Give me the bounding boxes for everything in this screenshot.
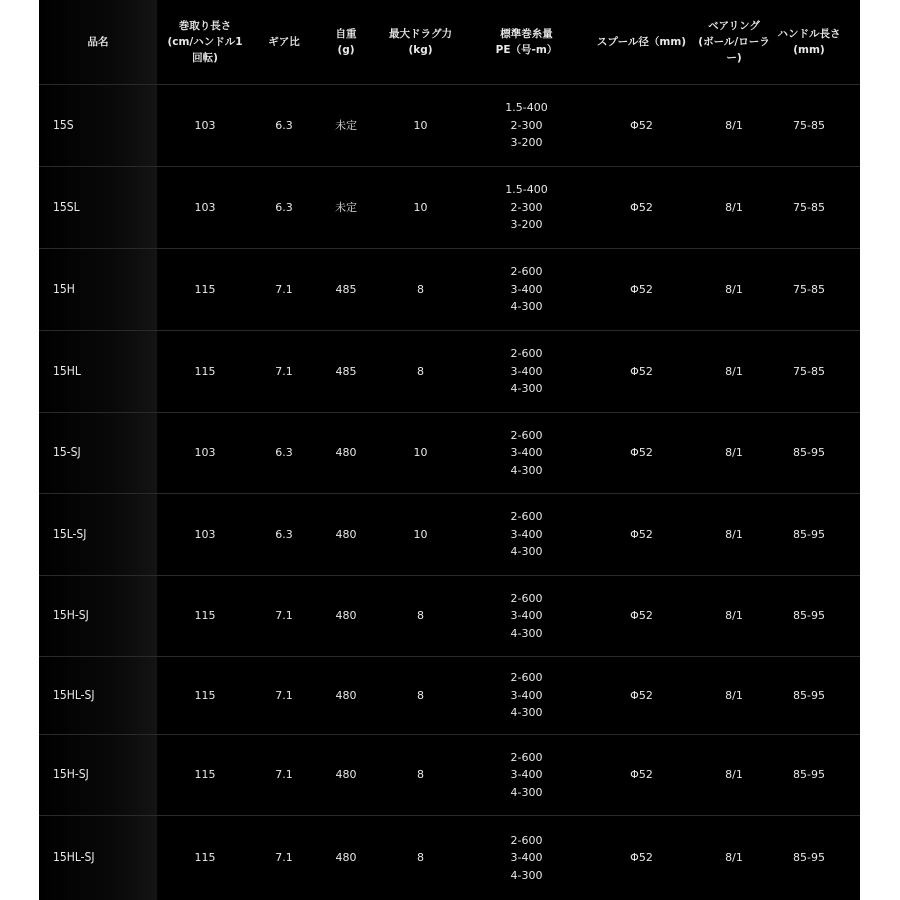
cell-line-capacity xyxy=(464,494,589,575)
header-line-capacity xyxy=(464,0,589,84)
table-row xyxy=(39,816,860,900)
cell-max-drag: 8 xyxy=(417,768,424,782)
cell-handle-length: 75-85 xyxy=(793,118,825,132)
line-capacity-entry: 3-200 xyxy=(510,136,543,150)
cell-handle-length: 75-85 xyxy=(793,364,825,378)
cell-spool-diameter: Φ52 xyxy=(630,527,653,541)
header-line: ハンドル長さ xyxy=(777,28,841,40)
header-spool-diameter xyxy=(589,0,694,84)
cell-bearings: 8/1 xyxy=(725,364,743,378)
cell-max-drag: 10 xyxy=(413,200,428,214)
cell-retrieve-length: 115 xyxy=(194,851,216,865)
line-capacity-entry: 4-300 xyxy=(510,382,543,396)
line-capacity-entry: 3-400 xyxy=(510,364,543,378)
cell-name: 15HL-SJ xyxy=(53,687,95,702)
cell-weight: 480 xyxy=(335,768,357,782)
cell-retrieve-length: 103 xyxy=(194,446,216,460)
table-row xyxy=(39,494,860,576)
cell-spool-diameter: Φ52 xyxy=(630,768,653,782)
cell-name: 15S xyxy=(53,117,74,132)
cell-handle-length: 85-95 xyxy=(793,527,825,541)
line-capacity-entry: 2-600 xyxy=(510,833,543,847)
table-row xyxy=(39,657,860,735)
cell-gear-ratio: 6.3 xyxy=(275,200,293,214)
table-row xyxy=(39,249,860,331)
line-capacity-entry: 1.5-400 xyxy=(505,183,548,197)
cell-max-drag: 8 xyxy=(417,282,424,296)
cell-bearings: 8/1 xyxy=(725,200,743,214)
cell-spool-diameter: Φ52 xyxy=(630,118,653,132)
cell-line-capacity xyxy=(464,249,589,330)
cell-name: 15SL xyxy=(53,199,80,214)
header-line: (mm) xyxy=(793,44,825,56)
cell-bearings: 8/1 xyxy=(725,118,743,132)
cell-handle-length: 85-95 xyxy=(793,446,825,460)
cell-handle-length: 85-95 xyxy=(793,688,825,702)
cell-retrieve-length: 103 xyxy=(194,527,216,541)
header-retrieve-length xyxy=(157,0,253,84)
line-capacity-entry: 3-400 xyxy=(510,851,543,865)
cell-spool-diameter: Φ52 xyxy=(630,688,653,702)
cell-max-drag: 8 xyxy=(417,364,424,378)
cell-weight: 未定 xyxy=(335,200,357,214)
cell-name: 15H-SJ xyxy=(53,608,89,623)
line-capacity-entry: 3-400 xyxy=(510,446,543,460)
cell-gear-ratio: 6.3 xyxy=(275,527,293,541)
cell-max-drag: 8 xyxy=(417,609,424,623)
cell-line-capacity xyxy=(464,85,589,166)
header-line: 自重 xyxy=(335,28,357,40)
line-capacity-entry: 2-300 xyxy=(510,200,543,214)
table-row xyxy=(39,413,860,494)
header-line: ベアリング xyxy=(708,20,760,32)
cell-spool-diameter: Φ52 xyxy=(630,446,653,460)
cell-weight: 480 xyxy=(335,527,357,541)
cell-gear-ratio: 7.1 xyxy=(275,282,293,296)
cell-bearings: 8/1 xyxy=(725,527,743,541)
header-gear-ratio xyxy=(253,0,315,84)
line-capacity-entry: 3-400 xyxy=(510,768,543,782)
line-capacity-entry: 2-600 xyxy=(510,510,543,524)
header-line: 標準巻糸量 xyxy=(500,28,553,40)
header-name xyxy=(39,0,157,84)
cell-gear-ratio: 7.1 xyxy=(275,364,293,378)
cell-bearings: 8/1 xyxy=(725,609,743,623)
cell-gear-ratio: 7.1 xyxy=(275,688,293,702)
cell-weight: 485 xyxy=(335,282,357,296)
cell-retrieve-length: 115 xyxy=(194,609,216,623)
line-capacity-entry: 2-600 xyxy=(510,591,543,605)
table-row xyxy=(39,331,860,413)
cell-name: 15H xyxy=(53,281,75,296)
cell-gear-ratio: 7.1 xyxy=(275,768,293,782)
line-capacity-entry: 2-600 xyxy=(510,347,543,361)
table-row xyxy=(39,167,860,249)
header-line: ギア比 xyxy=(268,36,300,48)
line-capacity-entry: 3-200 xyxy=(510,218,543,232)
header-line: 回転) xyxy=(192,52,218,64)
cell-name: 15HL xyxy=(53,363,81,378)
cell-bearings: 8/1 xyxy=(725,851,743,865)
line-capacity-entry: 3-400 xyxy=(510,609,543,623)
line-capacity-entry: 2-300 xyxy=(510,118,543,132)
table-header-row xyxy=(39,0,860,85)
line-capacity-entry: 4-300 xyxy=(510,463,543,477)
cell-handle-length: 85-95 xyxy=(793,768,825,782)
table-row xyxy=(39,576,860,657)
line-capacity-entry: 4-300 xyxy=(510,868,543,882)
header-handle-length xyxy=(774,0,844,84)
cell-gear-ratio: 6.3 xyxy=(275,446,293,460)
header-line: 最大ドラグ力 xyxy=(389,28,452,40)
header-line: 品名 xyxy=(87,36,109,48)
cell-retrieve-length: 115 xyxy=(194,768,216,782)
cell-retrieve-length: 115 xyxy=(194,364,216,378)
table-row xyxy=(39,85,860,167)
cell-bearings: 8/1 xyxy=(725,768,743,782)
cell-name: 15HL-SJ xyxy=(53,850,95,865)
cell-retrieve-length: 103 xyxy=(194,118,216,132)
cell-weight: 480 xyxy=(335,446,357,460)
cell-name: 15L-SJ xyxy=(53,526,87,541)
cell-gear-ratio: 7.1 xyxy=(275,851,293,865)
cell-spool-diameter: Φ52 xyxy=(630,364,653,378)
cell-line-capacity xyxy=(464,735,589,815)
cell-name: 15-SJ xyxy=(53,445,81,460)
line-capacity-entry: 3-400 xyxy=(510,527,543,541)
cell-weight: 480 xyxy=(335,851,357,865)
spec-table xyxy=(39,0,860,900)
cell-handle-length: 75-85 xyxy=(793,200,825,214)
line-capacity-entry: 2-600 xyxy=(510,671,543,685)
cell-bearings: 8/1 xyxy=(725,282,743,296)
header-line: スプール径（mm) xyxy=(596,36,687,48)
cell-spool-diameter: Φ52 xyxy=(630,851,653,865)
header-max-drag xyxy=(377,0,464,84)
cell-max-drag: 8 xyxy=(417,688,424,702)
line-capacity-entry: 2-600 xyxy=(510,428,543,442)
cell-spool-diameter: Φ52 xyxy=(630,200,653,214)
cell-weight: 485 xyxy=(335,364,357,378)
header-line: (ボール/ローラ xyxy=(698,36,770,48)
cell-max-drag: 10 xyxy=(413,118,428,132)
header-bearings xyxy=(694,0,774,84)
header-line: (kg) xyxy=(408,44,433,56)
cell-line-capacity xyxy=(464,657,589,734)
header-line: PE（号-m） xyxy=(495,44,558,56)
cell-handle-length: 85-95 xyxy=(793,609,825,623)
cell-retrieve-length: 115 xyxy=(194,688,216,702)
line-capacity-entry: 3-400 xyxy=(510,282,543,296)
cell-weight: 480 xyxy=(335,688,357,702)
header-line: 巻取り長さ xyxy=(178,20,232,32)
line-capacity-entry: 4-300 xyxy=(510,706,543,720)
line-capacity-entry: 2-600 xyxy=(510,750,543,764)
cell-line-capacity xyxy=(464,413,589,493)
cell-line-capacity xyxy=(464,576,589,656)
cell-retrieve-length: 115 xyxy=(194,282,216,296)
cell-spool-diameter: Φ52 xyxy=(630,282,653,296)
cell-spool-diameter: Φ52 xyxy=(630,609,653,623)
line-capacity-entry: 4-300 xyxy=(510,785,543,799)
cell-bearings: 8/1 xyxy=(725,446,743,460)
line-capacity-entry: 4-300 xyxy=(510,626,543,640)
line-capacity-entry: 3-400 xyxy=(510,688,543,702)
cell-weight: 未定 xyxy=(335,118,357,132)
cell-max-drag: 10 xyxy=(413,527,428,541)
cell-handle-length: 75-85 xyxy=(793,282,825,296)
cell-gear-ratio: 6.3 xyxy=(275,118,293,132)
header-line: ー) xyxy=(726,52,742,64)
header-line: (cm/ハンドル1 xyxy=(167,36,243,48)
header-line: (g) xyxy=(337,44,355,56)
cell-max-drag: 10 xyxy=(413,446,428,460)
cell-line-capacity xyxy=(464,331,589,412)
cell-name: 15H-SJ xyxy=(53,767,89,782)
cell-line-capacity xyxy=(464,167,589,248)
cell-line-capacity xyxy=(464,816,589,900)
cell-retrieve-length: 103 xyxy=(194,200,216,214)
header-weight xyxy=(315,0,377,84)
cell-weight: 480 xyxy=(335,609,357,623)
table-row xyxy=(39,735,860,816)
line-capacity-entry: 4-300 xyxy=(510,545,543,559)
line-capacity-entry: 1.5-400 xyxy=(505,101,548,115)
cell-max-drag: 8 xyxy=(417,851,424,865)
cell-gear-ratio: 7.1 xyxy=(275,609,293,623)
cell-handle-length: 85-95 xyxy=(793,851,825,865)
cell-bearings: 8/1 xyxy=(725,688,743,702)
line-capacity-entry: 4-300 xyxy=(510,300,543,314)
line-capacity-entry: 2-600 xyxy=(510,265,543,279)
